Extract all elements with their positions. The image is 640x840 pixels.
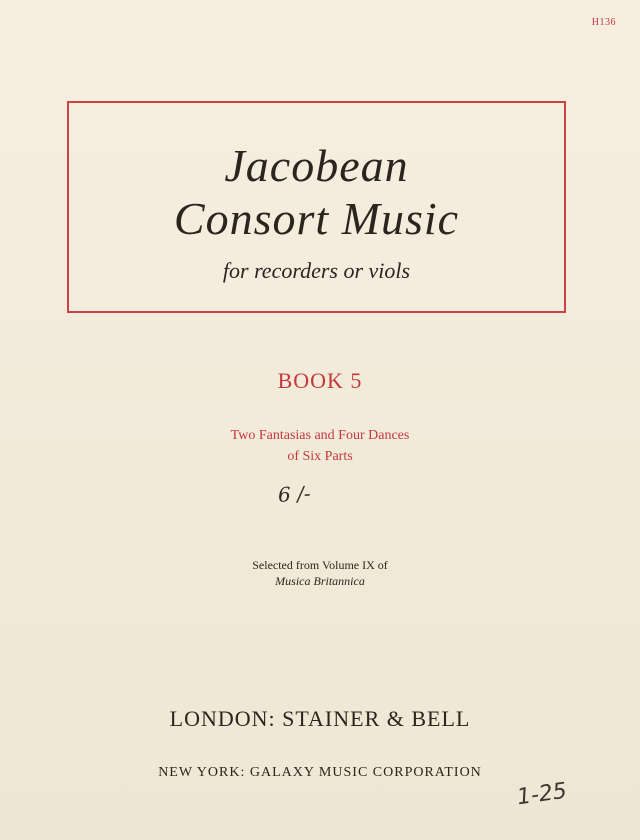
source-note	[0, 557, 640, 589]
contents-line-1: Two Fantasias and Four Dances	[230, 428, 410, 443]
publisher-london: LONDON: STAINER & BELL	[169, 706, 471, 731]
contents-line-2: of Six Parts	[287, 449, 353, 464]
publisher-new-york: NEW YORK: GALAXY MUSIC CORPORATION	[158, 765, 482, 780]
source-line-2: Musica Britannica	[275, 574, 365, 588]
catalog-code: H136	[591, 17, 616, 28]
source-line-1: Selected from Volume IX of	[252, 558, 388, 572]
title-line-1: Jacobean	[224, 140, 409, 191]
handwritten-note: 1-25	[515, 778, 569, 811]
handwritten-price: 6 /-	[277, 481, 312, 507]
contents-description	[0, 425, 640, 467]
book-number: BOOK 5	[277, 368, 363, 393]
subtitle: for recorders or viols	[222, 258, 411, 283]
title-frame	[67, 101, 566, 313]
title-line-2: Consort Music	[173, 193, 460, 244]
